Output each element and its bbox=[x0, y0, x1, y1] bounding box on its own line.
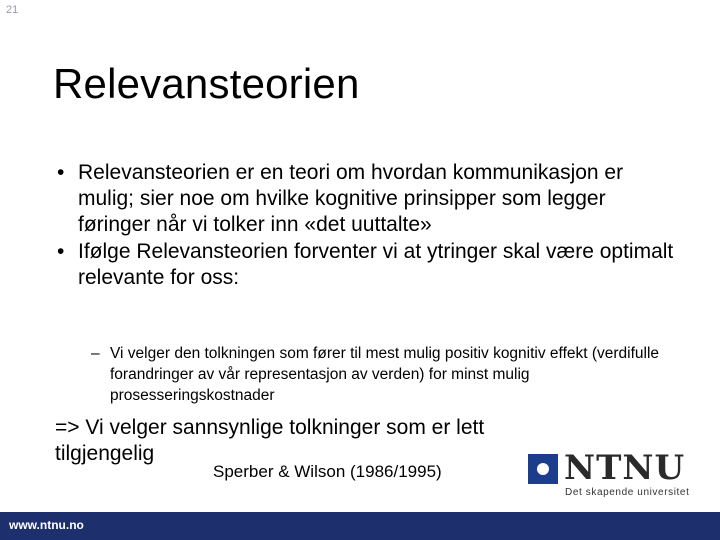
sub-bullet-marker: – bbox=[91, 345, 100, 362]
bullet-item bbox=[57, 160, 677, 238]
ntnu-logo bbox=[528, 448, 710, 502]
bullet-text: Ifølge Relevansteorien forventer vi at ytringer skal være optimalt relevante for oss: bbox=[78, 240, 674, 289]
bullet-list bbox=[57, 160, 677, 292]
bullet-text: Relevansteorien er en teori om hvordan kommunikasjon er mulig; sier noe om hvilke kognitive prinsipper som legger føringer når vi tolker inn «det uuttalte» bbox=[78, 161, 624, 236]
ntnu-logo-icon bbox=[528, 454, 558, 484]
bullet-marker: • bbox=[57, 240, 65, 263]
sub-bullet-item bbox=[91, 343, 670, 406]
citation: Sperber & Wilson (1986/1995) bbox=[213, 462, 442, 481]
logo-tagline: Det skapende universitet bbox=[565, 487, 690, 498]
sub-bullet-text: Vi velger den tolkningen som fører til mest mulig positiv kognitiv effekt (verdifulle forandringer av vår representasjon av verden) for minst mulig prosesseringskostnader bbox=[110, 345, 660, 404]
footer-url-link[interactable]: www.ntnu.no bbox=[9, 518, 84, 532]
bullet-item bbox=[57, 239, 677, 291]
footer-bar bbox=[0, 512, 720, 540]
conclusion-text: => Vi velger sannsynlige tolkninger som er lett tilgjengelig bbox=[55, 416, 485, 465]
slide-number: 21 bbox=[6, 4, 19, 16]
slide-title: Relevansteorien bbox=[53, 60, 360, 107]
logo-wordmark: NTNU bbox=[564, 448, 686, 488]
bullet-marker: • bbox=[57, 161, 65, 184]
